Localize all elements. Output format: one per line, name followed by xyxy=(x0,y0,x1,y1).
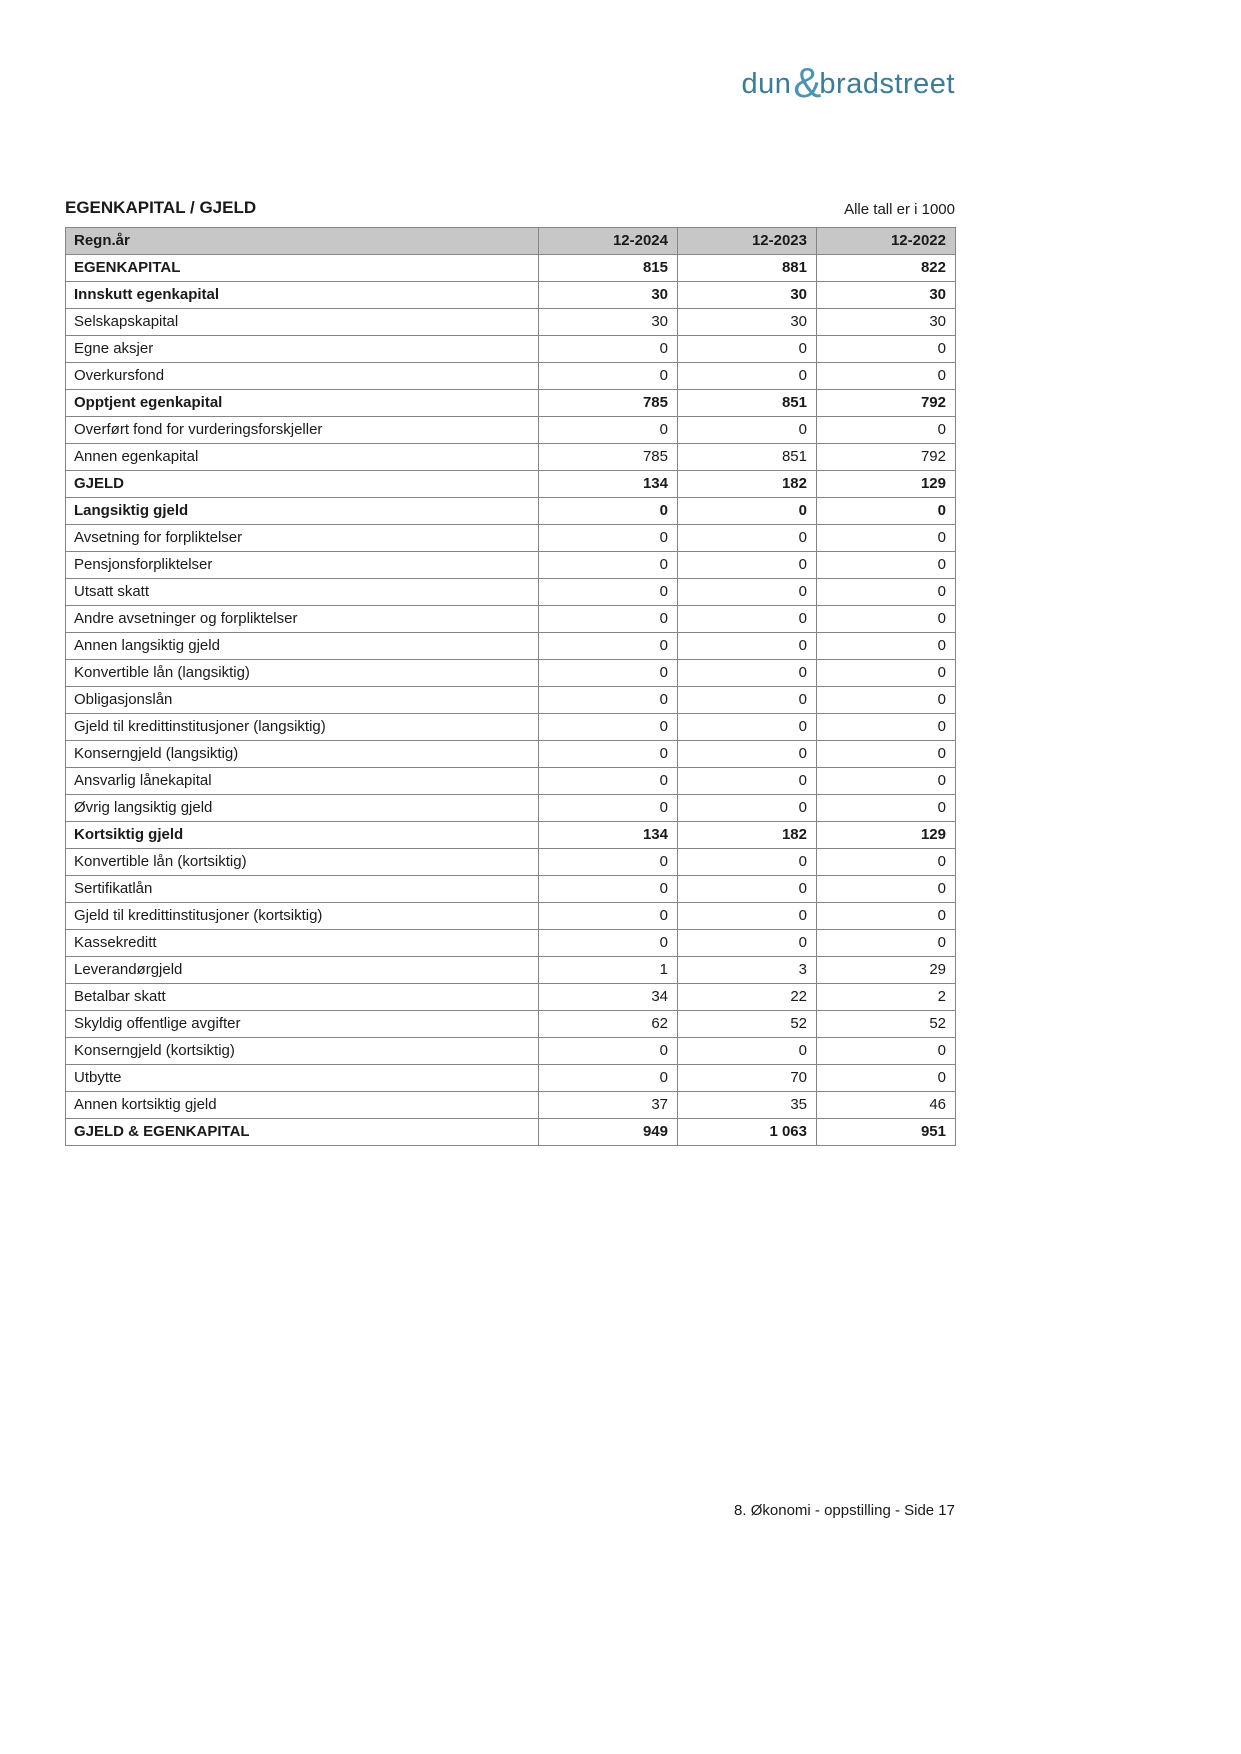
row-label: Annen langsiktig gjeld xyxy=(66,633,539,660)
value-2024: 30 xyxy=(539,309,678,336)
value-2024: 34 xyxy=(539,984,678,1011)
value-2022: 0 xyxy=(817,660,956,687)
table-row xyxy=(66,390,956,417)
value-2024: 0 xyxy=(539,417,678,444)
table-row xyxy=(66,660,956,687)
value-2022: 2 xyxy=(817,984,956,1011)
value-2022: 129 xyxy=(817,822,956,849)
row-label: Gjeld til kredittinstitusjoner (kortsiktig) xyxy=(66,903,539,930)
value-2024: 0 xyxy=(539,498,678,525)
section-title: EGENKAPITAL / GJELD xyxy=(65,198,257,217)
table-row xyxy=(66,849,956,876)
value-2022: 792 xyxy=(817,444,956,471)
value-2024: 0 xyxy=(539,741,678,768)
value-2022: 0 xyxy=(817,849,956,876)
value-2023: 0 xyxy=(678,525,817,552)
logo-word-dun: dun xyxy=(741,68,792,100)
value-2024: 0 xyxy=(539,687,678,714)
value-2023: 0 xyxy=(678,498,817,525)
value-2022: 52 xyxy=(817,1011,956,1038)
row-label: GJELD xyxy=(66,471,539,498)
row-label: Overført fond for vurderingsforskjeller xyxy=(66,417,539,444)
value-2022: 0 xyxy=(817,1038,956,1065)
table-row xyxy=(66,768,956,795)
units-note: Alle tall er i 1000 xyxy=(844,201,955,218)
value-2024: 37 xyxy=(539,1092,678,1119)
value-2023: 22 xyxy=(678,984,817,1011)
value-2023: 0 xyxy=(678,903,817,930)
value-2024: 0 xyxy=(539,363,678,390)
value-2024: 0 xyxy=(539,633,678,660)
value-2023: 0 xyxy=(678,552,817,579)
value-2023: 70 xyxy=(678,1065,817,1092)
dun-bradstreet-logo xyxy=(65,59,955,106)
row-label: Øvrig langsiktig gjeld xyxy=(66,795,539,822)
table-row xyxy=(66,336,956,363)
value-2022: 30 xyxy=(817,309,956,336)
value-2022: 0 xyxy=(817,552,956,579)
table-header-row xyxy=(66,228,956,255)
value-2022: 0 xyxy=(817,930,956,957)
row-label: Kortsiktig gjeld xyxy=(66,822,539,849)
value-2023: 182 xyxy=(678,822,817,849)
column-header-regnaar: Regn.år xyxy=(66,228,539,255)
row-label: Selskapskapital xyxy=(66,309,539,336)
table-row xyxy=(66,1011,956,1038)
row-label: Annen egenkapital xyxy=(66,444,539,471)
value-2023: 0 xyxy=(678,795,817,822)
value-2024: 0 xyxy=(539,579,678,606)
row-label: Overkursfond xyxy=(66,363,539,390)
row-label: Gjeld til kredittinstitusjoner (langsiktig) xyxy=(66,714,539,741)
value-2023: 881 xyxy=(678,255,817,282)
row-label: Pensjonsforpliktelser xyxy=(66,552,539,579)
table-row xyxy=(66,471,956,498)
row-label: Innskutt egenkapital xyxy=(66,282,539,309)
table-row xyxy=(66,822,956,849)
table-row xyxy=(66,525,956,552)
value-2024: 0 xyxy=(539,795,678,822)
value-2024: 0 xyxy=(539,714,678,741)
value-2023: 0 xyxy=(678,768,817,795)
table-row xyxy=(66,903,956,930)
value-2022: 792 xyxy=(817,390,956,417)
value-2022: 0 xyxy=(817,633,956,660)
table-row xyxy=(66,417,956,444)
table-head xyxy=(66,228,956,255)
value-2022: 29 xyxy=(817,957,956,984)
value-2024: 0 xyxy=(539,660,678,687)
value-2023: 0 xyxy=(678,633,817,660)
table-body xyxy=(66,255,956,1146)
row-label: Opptjent egenkapital xyxy=(66,390,539,417)
value-2023: 0 xyxy=(678,579,817,606)
table-row xyxy=(66,363,956,390)
column-header-2023: 12-2023 xyxy=(678,228,817,255)
table-row xyxy=(66,606,956,633)
value-2024: 0 xyxy=(539,525,678,552)
value-2023: 0 xyxy=(678,417,817,444)
value-2024: 1 xyxy=(539,957,678,984)
row-label: Andre avsetninger og forpliktelser xyxy=(66,606,539,633)
row-label: Ansvarlig lånekapital xyxy=(66,768,539,795)
table-row xyxy=(66,309,956,336)
table-row xyxy=(66,741,956,768)
table-row xyxy=(66,444,956,471)
balance-table-container xyxy=(65,227,956,1146)
value-2024: 0 xyxy=(539,768,678,795)
value-2023: 851 xyxy=(678,444,817,471)
value-2024: 0 xyxy=(539,1065,678,1092)
table-row xyxy=(66,876,956,903)
table-row xyxy=(66,552,956,579)
page-footer: 8. Økonomi - oppstilling - Side 17 xyxy=(734,1502,955,1519)
value-2023: 0 xyxy=(678,687,817,714)
value-2024: 0 xyxy=(539,606,678,633)
value-2024: 0 xyxy=(539,336,678,363)
table-row xyxy=(66,633,956,660)
row-label: Utbytte xyxy=(66,1065,539,1092)
value-2024: 0 xyxy=(539,876,678,903)
value-2023: 182 xyxy=(678,471,817,498)
value-2022: 0 xyxy=(817,876,956,903)
balance-table xyxy=(65,227,956,1146)
row-label: Egne aksjer xyxy=(66,336,539,363)
value-2024: 815 xyxy=(539,255,678,282)
value-2023: 0 xyxy=(678,930,817,957)
value-2022: 0 xyxy=(817,903,956,930)
value-2024: 62 xyxy=(539,1011,678,1038)
value-2022: 0 xyxy=(817,741,956,768)
table-row xyxy=(66,1092,956,1119)
value-2024: 0 xyxy=(539,903,678,930)
table-row xyxy=(66,930,956,957)
value-2023: 0 xyxy=(678,849,817,876)
row-label: Skyldig offentlige avgifter xyxy=(66,1011,539,1038)
value-2023: 0 xyxy=(678,660,817,687)
row-label: Sertifikatlån xyxy=(66,876,539,903)
value-2024: 30 xyxy=(539,282,678,309)
value-2023: 0 xyxy=(678,714,817,741)
value-2023: 1 063 xyxy=(678,1119,817,1146)
row-label: EGENKAPITAL xyxy=(66,255,539,282)
table-row xyxy=(66,282,956,309)
ampersand-icon: & xyxy=(793,59,822,106)
value-2024: 785 xyxy=(539,444,678,471)
row-label: Konvertible lån (langsiktig) xyxy=(66,660,539,687)
value-2022: 0 xyxy=(817,579,956,606)
table-row xyxy=(66,579,956,606)
value-2023: 0 xyxy=(678,336,817,363)
value-2024: 0 xyxy=(539,849,678,876)
section-header xyxy=(65,198,955,218)
table-row xyxy=(66,687,956,714)
value-2023: 30 xyxy=(678,309,817,336)
table-row xyxy=(66,255,956,282)
value-2023: 52 xyxy=(678,1011,817,1038)
row-label: GJELD & EGENKAPITAL xyxy=(66,1119,539,1146)
table-row xyxy=(66,1119,956,1146)
row-label: Langsiktig gjeld xyxy=(66,498,539,525)
value-2024: 134 xyxy=(539,822,678,849)
value-2022: 30 xyxy=(817,282,956,309)
value-2022: 0 xyxy=(817,363,956,390)
row-label: Leverandørgjeld xyxy=(66,957,539,984)
value-2023: 851 xyxy=(678,390,817,417)
value-2024: 0 xyxy=(539,552,678,579)
row-label: Konvertible lån (kortsiktig) xyxy=(66,849,539,876)
table-row xyxy=(66,795,956,822)
value-2023: 0 xyxy=(678,363,817,390)
value-2023: 35 xyxy=(678,1092,817,1119)
value-2022: 0 xyxy=(817,606,956,633)
row-label: Konserngjeld (langsiktig) xyxy=(66,741,539,768)
value-2022: 0 xyxy=(817,498,956,525)
row-label: Avsetning for forpliktelser xyxy=(66,525,539,552)
value-2023: 3 xyxy=(678,957,817,984)
value-2022: 46 xyxy=(817,1092,956,1119)
value-2023: 30 xyxy=(678,282,817,309)
value-2024: 949 xyxy=(539,1119,678,1146)
value-2022: 0 xyxy=(817,687,956,714)
value-2023: 0 xyxy=(678,1038,817,1065)
row-label: Konserngjeld (kortsiktig) xyxy=(66,1038,539,1065)
table-row xyxy=(66,1038,956,1065)
logo-word-bradstreet: bradstreet xyxy=(819,68,955,100)
value-2022: 951 xyxy=(817,1119,956,1146)
table-row xyxy=(66,714,956,741)
row-label: Kassekreditt xyxy=(66,930,539,957)
row-label: Betalbar skatt xyxy=(66,984,539,1011)
row-label: Utsatt skatt xyxy=(66,579,539,606)
value-2022: 0 xyxy=(817,525,956,552)
value-2024: 134 xyxy=(539,471,678,498)
table-row xyxy=(66,984,956,1011)
value-2022: 0 xyxy=(817,417,956,444)
column-header-2024: 12-2024 xyxy=(539,228,678,255)
value-2023: 0 xyxy=(678,876,817,903)
column-header-2022: 12-2022 xyxy=(817,228,956,255)
table-row xyxy=(66,498,956,525)
table-row xyxy=(66,957,956,984)
value-2022: 0 xyxy=(817,1065,956,1092)
value-2022: 822 xyxy=(817,255,956,282)
value-2022: 0 xyxy=(817,336,956,363)
table-row xyxy=(66,1065,956,1092)
row-label: Obligasjonslån xyxy=(66,687,539,714)
value-2022: 0 xyxy=(817,768,956,795)
value-2024: 0 xyxy=(539,930,678,957)
row-label: Annen kortsiktig gjeld xyxy=(66,1092,539,1119)
value-2024: 785 xyxy=(539,390,678,417)
value-2023: 0 xyxy=(678,606,817,633)
value-2022: 0 xyxy=(817,795,956,822)
value-2023: 0 xyxy=(678,741,817,768)
value-2022: 129 xyxy=(817,471,956,498)
value-2022: 0 xyxy=(817,714,956,741)
value-2024: 0 xyxy=(539,1038,678,1065)
